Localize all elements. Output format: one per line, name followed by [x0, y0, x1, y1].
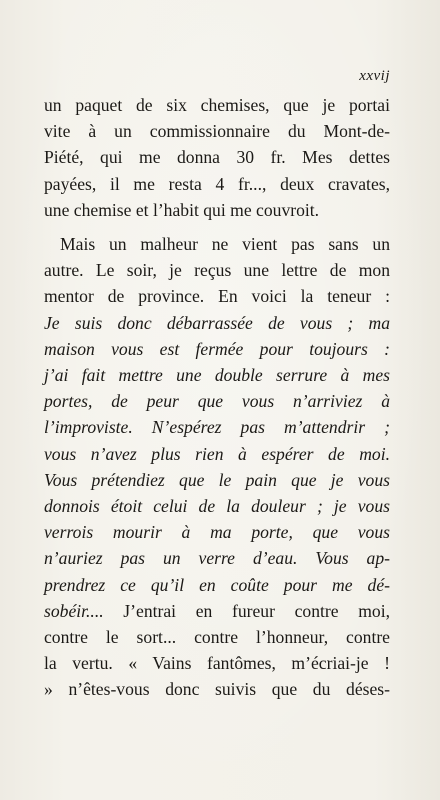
italic-line: n’auriez pas un verre d’eau. Vous ap-	[44, 548, 390, 569]
italic-line: portes, de peur que vous n’arriviez à	[44, 391, 390, 412]
text-line: » n’êtes-vous donc suivis que du déses-	[44, 679, 390, 700]
text-line: mentor de province. En voici la teneur :	[44, 286, 390, 307]
body-text	[44, 92, 390, 703]
page-number: xxvij	[359, 68, 390, 84]
text-line: un paquet de six chemises, que je portai	[44, 95, 390, 115]
italic-line: vous n’avez plus rien à espérer de moi.	[44, 443, 390, 464]
roman-fragment: J’entrai en fureur contre moi,	[103, 600, 390, 621]
text-line: une chemise et l’habit qui me couvroit.	[44, 199, 320, 220]
italic-line: l’improviste. N’espérez pas m’attendrir ;	[44, 417, 390, 438]
text-line: la vertu. « Vains fantômes, m’écriai-je !	[44, 653, 390, 674]
italic-line: j’ai fait mettre une double serrure à mes	[44, 365, 390, 386]
mixed-line	[44, 598, 390, 624]
italic-line: verrois mourir à ma porte, que vous	[44, 522, 390, 543]
italic-line: prendrez ce qu’il en coûte pour me dé-	[44, 574, 390, 595]
italic-fragment: sobéir....	[44, 600, 104, 621]
text-line: contre le sort... contre l’honneur, contre	[44, 627, 390, 648]
text-line: payées, il me resta 4 fr..., deux cravates,	[44, 173, 390, 194]
italic-line: Vous prétendiez que le pain que je vous	[44, 469, 390, 490]
text-line: Piété, qui me donna 30 fr. Mes dettes	[44, 147, 390, 168]
paragraph-gap	[44, 223, 390, 231]
text-line: Mais un malheur ne vient pas sans un	[60, 234, 390, 255]
italic-line: Je suis donc débarrassée de vous ; ma	[44, 312, 390, 333]
text-line: vite à un commissionnaire du Mont-de-	[44, 121, 390, 142]
italic-line: maison vous est fermée pour toujours :	[44, 338, 390, 359]
text-line: autre. Le soir, je reçus une lettre de mon	[44, 260, 390, 281]
italic-line: donnois étoit celui de la douleur ; je vous	[44, 496, 390, 517]
